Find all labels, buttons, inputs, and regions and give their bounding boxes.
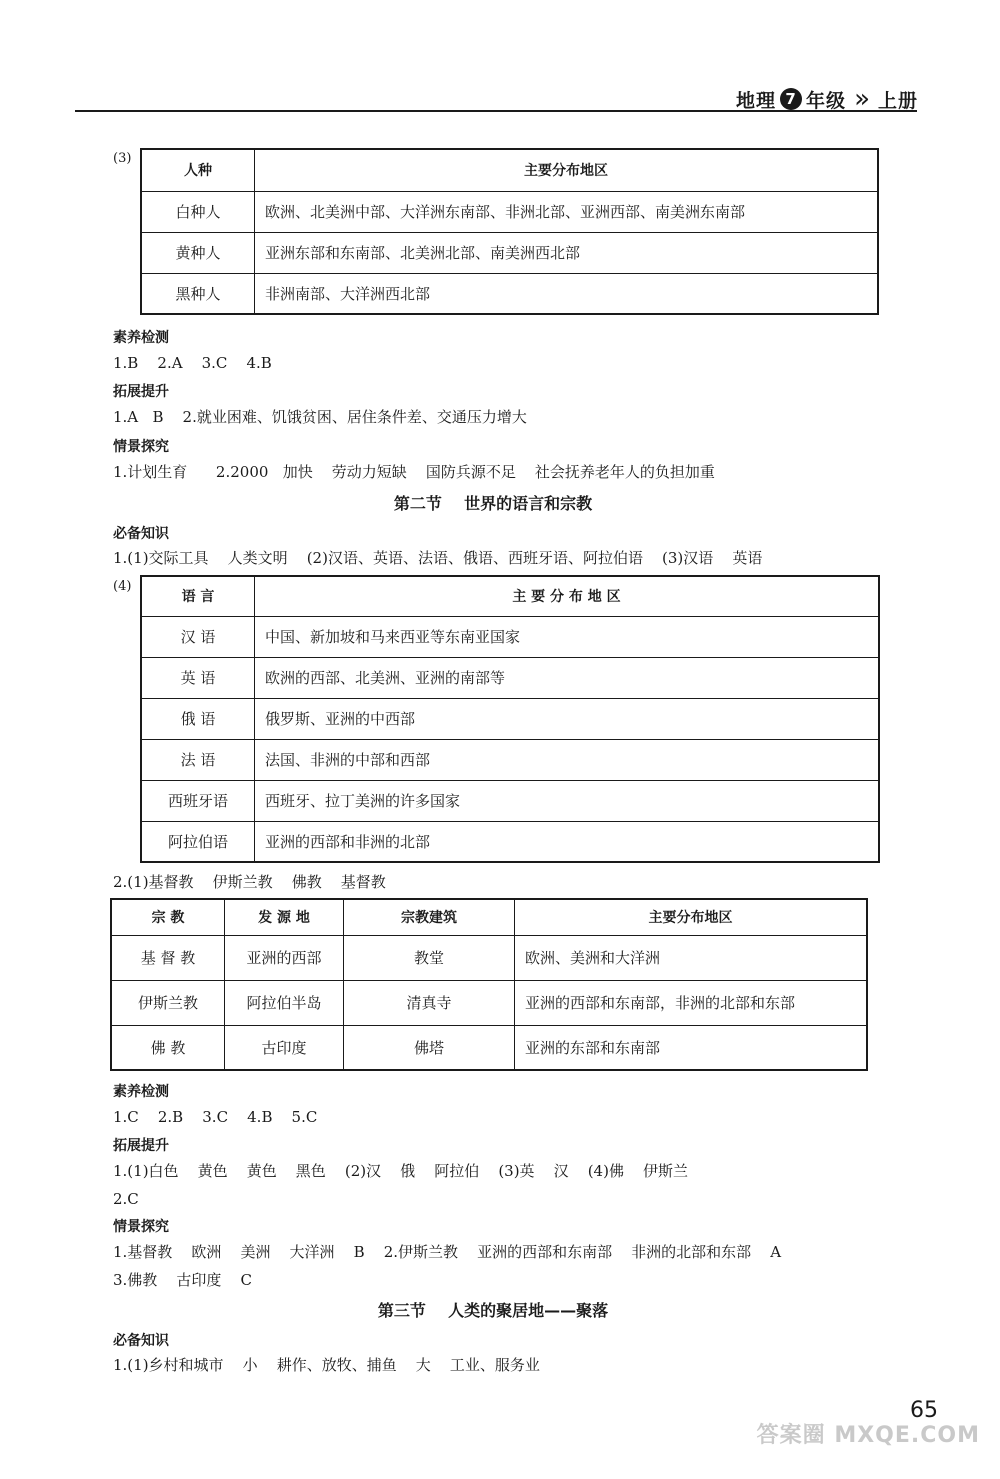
- region-cell: 欧洲的西部、北美洲、亚洲的南部等: [255, 657, 880, 698]
- language-table: [140, 575, 880, 863]
- race-table-header-region: 主要分布地区: [255, 149, 879, 191]
- language-cell: 英 语: [141, 657, 255, 698]
- header-grade-label: 年级: [806, 89, 847, 112]
- religion-line: 2.(1)基督教 伊斯兰教 佛教 基督教: [113, 873, 386, 891]
- origin-cell: 古印度: [225, 1025, 344, 1070]
- knowledge-line: 1.(1)乡村和城市 小 耕作、放牧、捕鱼 大 工业、服务业: [113, 1356, 540, 1374]
- literacy-heading: 素养检测: [113, 1084, 169, 1100]
- page-number: 65: [910, 1398, 938, 1423]
- origin-cell: 阿拉伯半岛: [225, 980, 344, 1025]
- region-cell: 法国、非洲的中部和西部: [255, 739, 880, 780]
- religion-cell: 佛 教: [111, 1025, 225, 1070]
- region-cell: 亚洲东部和东南部、北美洲北部、南美洲西北部: [255, 232, 879, 273]
- region-cell: 欧洲、北美洲中部、大洋洲东南部、非洲北部、亚洲西部、南美洲东南部: [255, 191, 879, 232]
- race-cell: 白种人: [141, 191, 255, 232]
- language-cell: 法 语: [141, 739, 255, 780]
- knowledge-heading: 必备知识: [113, 1333, 169, 1349]
- literacy-answers: 1.B 2.A 3.C 4.B: [113, 354, 272, 372]
- section-title: 第二节 世界的语言和宗教: [393, 494, 593, 513]
- origin-cell: 亚洲的西部: [225, 935, 344, 980]
- extension-line: 1.(1)白色 黄色 黄色 黑色 (2)汉 俄 阿拉伯 (3)英 汉 (4)佛 伊斯兰: [113, 1162, 689, 1180]
- double-chevron-icon: »: [854, 84, 862, 114]
- building-cell: 清真寺: [344, 980, 515, 1025]
- section-title: 第三节 人类的聚居地——聚落: [377, 1301, 609, 1320]
- building-cell: 教堂: [344, 935, 515, 980]
- religion-table-header-origin: 发 源 地: [225, 899, 344, 935]
- language-table-label: (4): [113, 579, 132, 594]
- race-cell: 黄种人: [141, 232, 255, 273]
- region-cell: 亚洲的西部和非洲的北部: [255, 821, 880, 862]
- language-cell: 阿拉伯语: [141, 821, 255, 862]
- extension-heading: 拓展提升: [113, 1138, 169, 1154]
- language-table-header-region: 主 要 分 布 地 区: [255, 576, 880, 616]
- extension-answers: 1.A B 2.就业困难、饥饿贫困、居住条件差、交通压力增大: [113, 408, 527, 426]
- header-rule: [75, 110, 917, 112]
- race-table: [140, 148, 879, 315]
- grade-number-badge: 7: [780, 88, 802, 110]
- extension-line: 2.C: [113, 1190, 139, 1208]
- region-cell: 非洲南部、大洋洲西北部: [255, 273, 879, 314]
- region-cell: 西班牙、拉丁美洲的许多国家: [255, 780, 880, 821]
- extension-heading: 拓展提升: [113, 384, 169, 400]
- language-cell: 西班牙语: [141, 780, 255, 821]
- race-cell: 黑种人: [141, 273, 255, 314]
- language-cell: 汉 语: [141, 616, 255, 657]
- scenario-line: 1.基督教 欧洲 美洲 大洋洲 B 2.伊斯兰教 亚洲的西部和东南部 非洲的北部和东部 A: [113, 1243, 782, 1261]
- religion-table-header-region: 主要分布地区: [515, 899, 868, 935]
- religion-table: [110, 898, 868, 1071]
- region-cell: 俄罗斯、亚洲的中西部: [255, 698, 880, 739]
- region-cell: 亚洲的西部和东南部，非洲的北部和东部: [515, 980, 868, 1025]
- scenario-answers: 1.计划生育 2.2000 加快 劳动力短缺 国防兵源不足 社会抚养老年人的负担加重: [113, 463, 715, 481]
- watermark: 答案圈 MXQE.COM: [756, 1423, 980, 1448]
- building-cell: 佛塔: [344, 1025, 515, 1070]
- region-cell: 欧洲、美洲和大洋洲: [515, 935, 868, 980]
- language-cell: 俄 语: [141, 698, 255, 739]
- religion-cell: 基 督 教: [111, 935, 225, 980]
- scenario-heading: 情景探究: [113, 439, 169, 455]
- region-cell: 中国、新加坡和马来西亚等东南亚国家: [255, 616, 880, 657]
- race-table-header-race: 人种: [141, 149, 255, 191]
- knowledge-line: 1.(1)交际工具 人类文明 (2)汉语、英语、法语、俄语、西班牙语、阿拉伯语 (3)汉语 英语: [113, 549, 763, 567]
- scenario-heading: 情景探究: [113, 1219, 169, 1235]
- religion-cell: 伊斯兰教: [111, 980, 225, 1025]
- knowledge-heading: 必备知识: [113, 526, 169, 542]
- header-volume: 上册: [877, 89, 918, 112]
- language-table-header-language: 语 言: [141, 576, 255, 616]
- scenario-line: 3.佛教 古印度 C: [113, 1271, 252, 1289]
- literacy-answers: 1.C 2.B 3.C 4.B 5.C: [113, 1108, 318, 1126]
- religion-table-header-religion: 宗 教: [111, 899, 225, 935]
- header-subject: 地理: [736, 89, 777, 112]
- region-cell: 亚洲的东部和东南部: [515, 1025, 868, 1070]
- race-table-label: (3): [113, 151, 132, 166]
- religion-table-header-building: 宗教建筑: [344, 899, 515, 935]
- literacy-heading: 素养检测: [113, 330, 169, 346]
